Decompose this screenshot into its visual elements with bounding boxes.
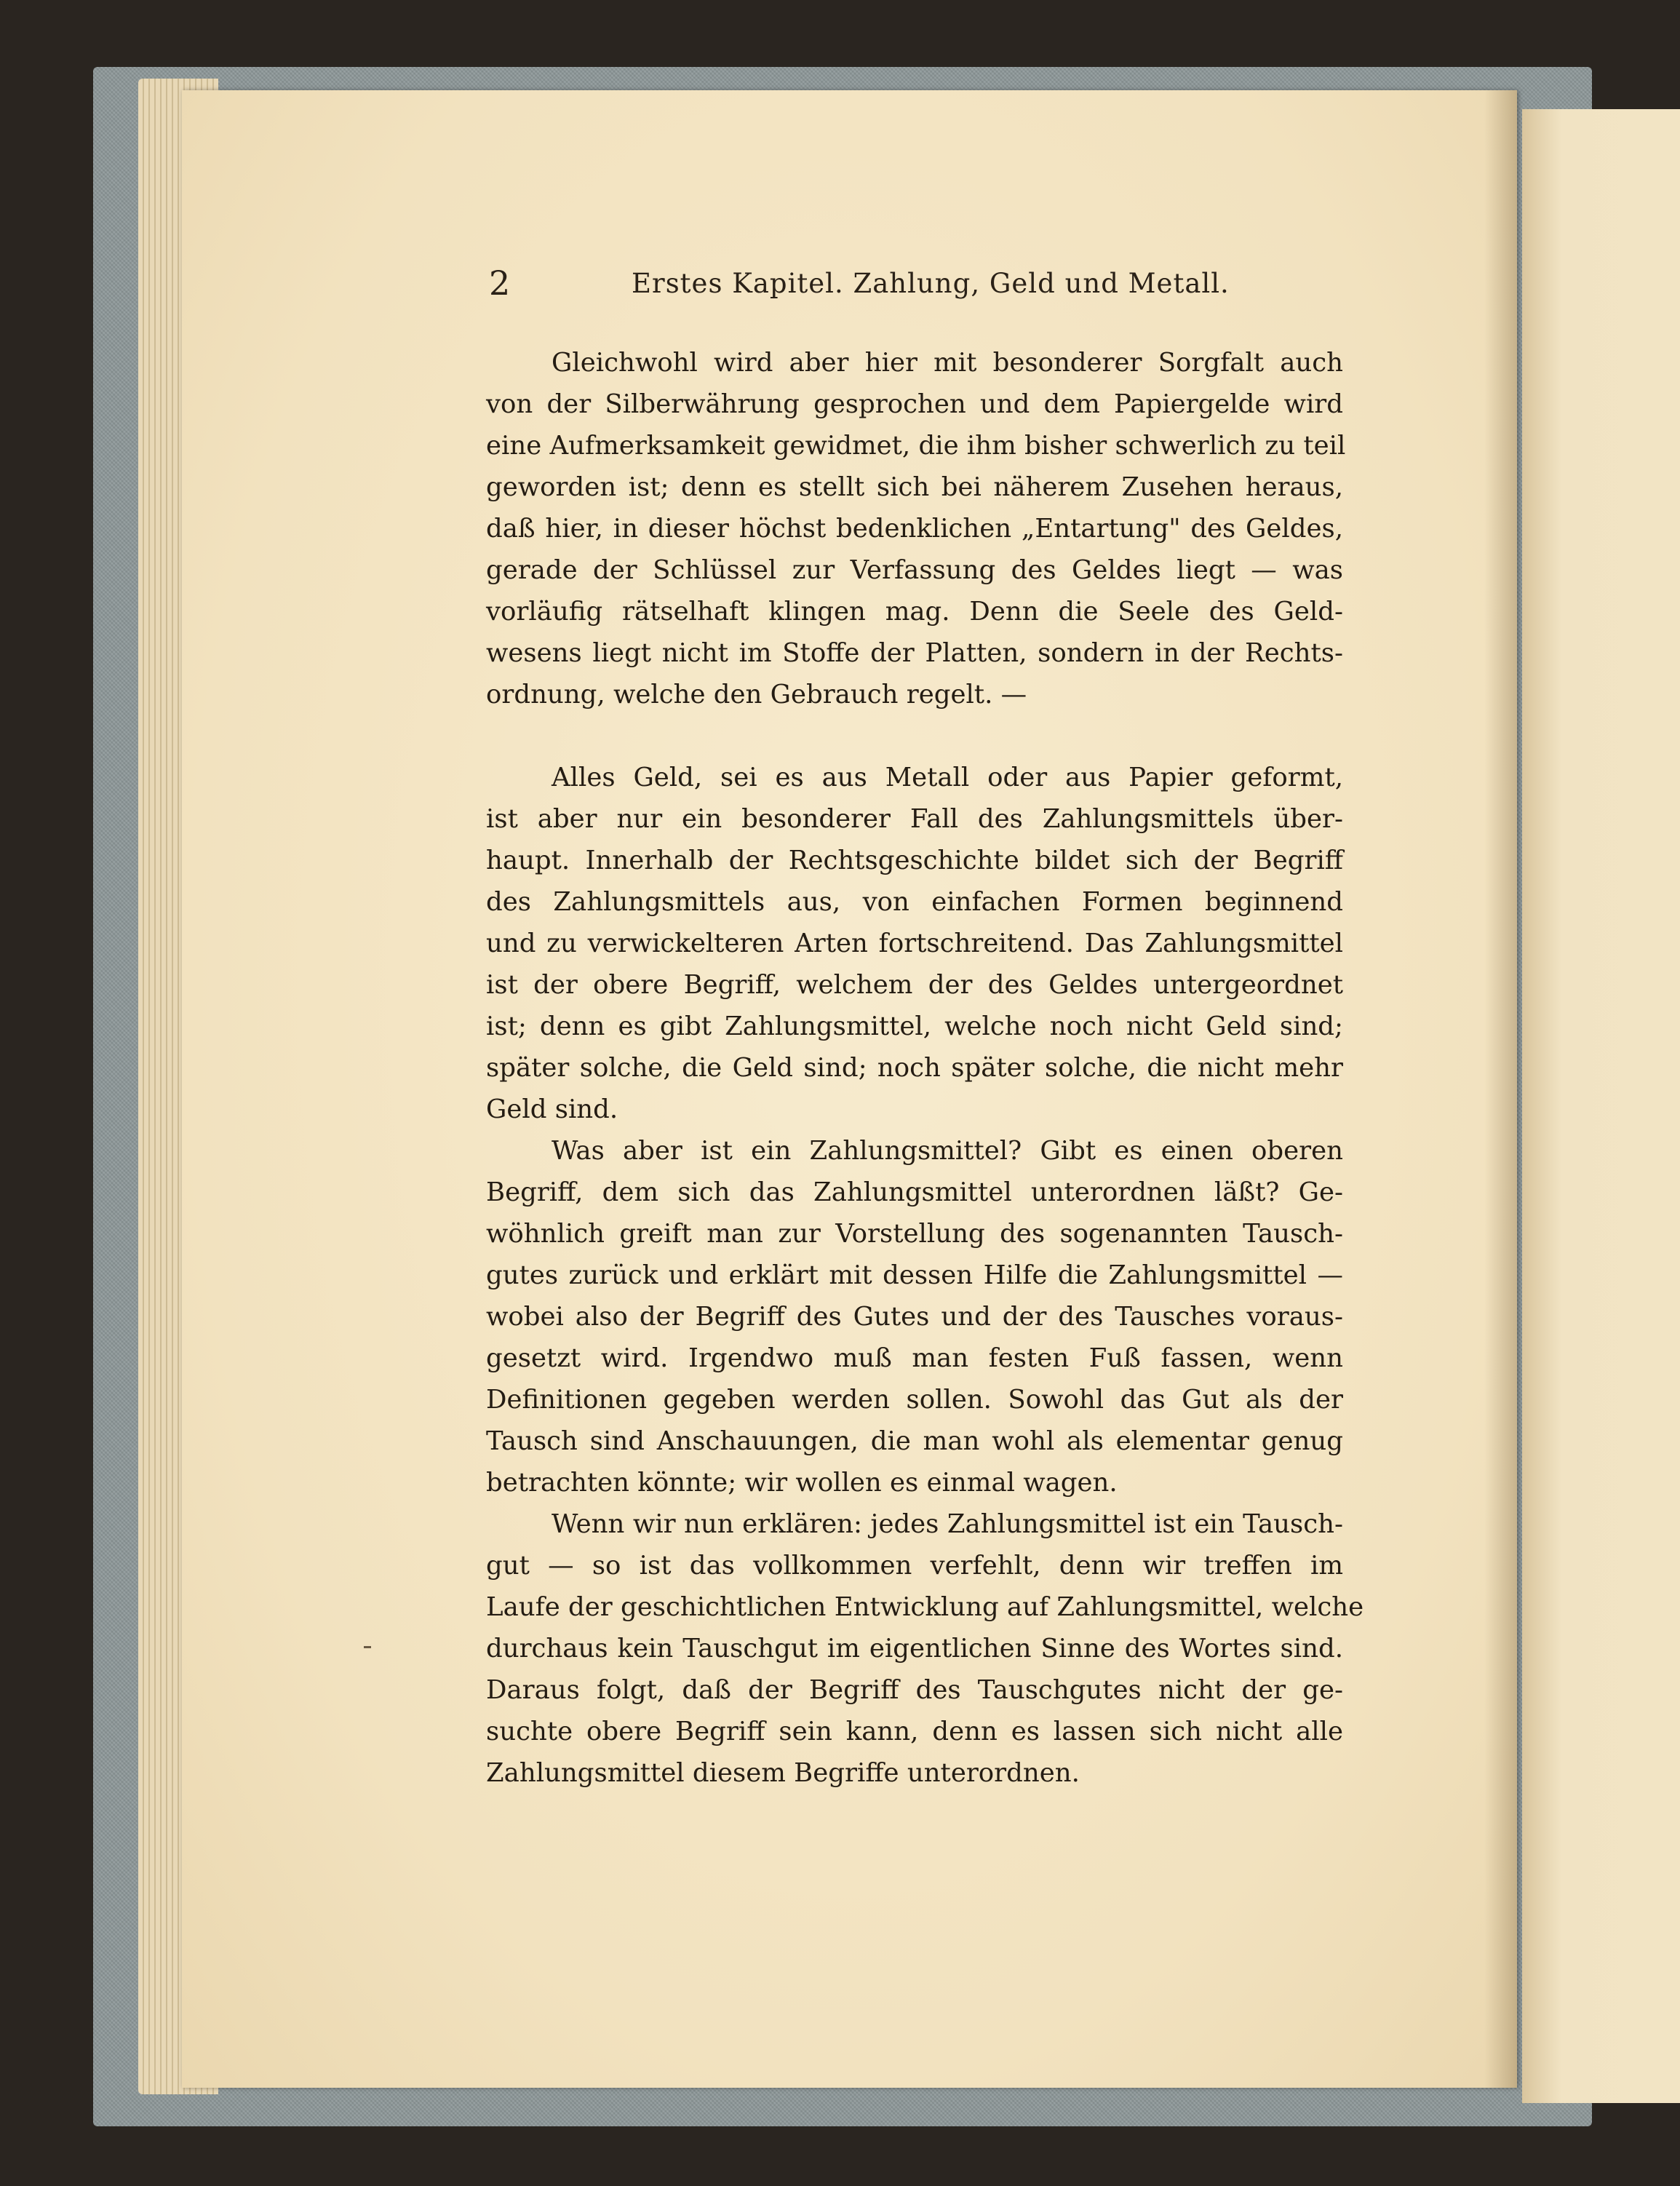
text-line: Alles Geld, sei es aus Metall oder aus Papier geformt, xyxy=(552,763,1343,792)
text-line: ist der obere Begriff, welchem der des Geldes untergeordnet xyxy=(486,970,1343,1000)
text-line: geworden ist; denn es stellt sich bei näherem Zusehen heraus, xyxy=(486,472,1343,502)
text-line: Gleichwohl wird aber hier mit besonderer Sorgfalt auch xyxy=(552,348,1343,378)
text-line: vorläufig rätselhaft klingen mag. Denn die Seele des Geld- xyxy=(486,597,1343,627)
paragraph xyxy=(486,342,1346,715)
page-number: 2 xyxy=(489,263,511,303)
paragraph xyxy=(486,1130,1343,1503)
text-line: haupt. Innerhalb der Rechtsgeschichte bildet sich der Begriff xyxy=(486,846,1343,875)
text-line: suchte obere Begriff sein kann, denn es lassen sich nicht alle xyxy=(486,1717,1343,1746)
text-line: Laufe der geschichtlichen Entwicklung auf Zahlungsmittel, welche xyxy=(486,1592,1364,1622)
text-line: daß hier, in dieser höchst bedenklichen „Entartung" des Geldes, xyxy=(486,514,1343,544)
paragraph xyxy=(486,757,1343,1130)
text-line: gerade der Schlüssel zur Verfassung des Geldes liegt — was xyxy=(486,555,1343,585)
text-line: Tausch sind Anschauungen, die man wohl als elementar genug xyxy=(486,1426,1343,1456)
text-line: Was aber ist ein Zahlungsmittel? Gibt es einen oberen xyxy=(552,1136,1343,1166)
body-text xyxy=(486,342,1364,1794)
page-gutter-shadow xyxy=(1484,90,1517,2088)
text-line: ist; denn es gibt Zahlungsmittel, welche noch nicht Geld sind; xyxy=(486,1011,1343,1041)
text-line: und zu verwickelteren Arten fortschreitend. Das Zahlungsmittel xyxy=(486,929,1343,958)
text-line: ordnung, welche den Gebrauch regelt. — xyxy=(486,680,1027,710)
text-line: Begriff, dem sich das Zahlungsmittel unterordnen läßt? Ge- xyxy=(486,1177,1343,1207)
text-line: Definitionen gegeben werden sollen. Sowohl das Gut als der xyxy=(486,1385,1343,1415)
text-line: des Zahlungsmittels aus, von einfachen Formen beginnend xyxy=(486,887,1343,917)
text-line: Daraus folgt, daß der Begriff des Tauschgutes nicht der ge- xyxy=(486,1675,1343,1705)
paragraph xyxy=(486,1503,1364,1794)
text-line: betrachten könnte; wir wollen es einmal wagen. xyxy=(486,1468,1118,1498)
running-head: Erstes Kapitel. Zahlung, Geld und Metall. xyxy=(632,268,1230,299)
text-line: ist aber nur ein besonderer Fall des Zahlungsmittels über- xyxy=(486,804,1343,834)
text-line: von der Silberwährung gesprochen und dem Papiergelde wird xyxy=(486,389,1343,419)
text-line: wobei also der Begriff des Gutes und der des Tausches voraus- xyxy=(486,1302,1343,1332)
margin-mark xyxy=(364,1646,371,1648)
text-line: wöhnlich greift man zur Vorstellung des sogenannten Tausch- xyxy=(486,1219,1343,1249)
text-line: Zahlungsmittel diesem Begriffe unterordnen. xyxy=(486,1758,1080,1788)
text-line: später solche, die Geld sind; noch später solche, die nicht mehr xyxy=(486,1053,1343,1083)
facing-page xyxy=(1522,109,1680,2103)
text-line: gut — so ist das vollkommen verfehlt, denn wir treffen im xyxy=(486,1551,1343,1581)
text-line: gutes zurück und erklärt mit dessen Hilfe die Zahlungsmittel — xyxy=(486,1260,1343,1290)
section-gap xyxy=(486,715,1343,757)
text-line: Wenn wir nun erklären: jedes Zahlungsmittel ist ein Tausch- xyxy=(552,1509,1343,1539)
text-line: Geld sind. xyxy=(486,1094,618,1124)
text-line: wesens liegt nicht im Stoffe der Platten, sondern in der Rechts- xyxy=(486,638,1343,668)
text-line: durchaus kein Tauschgut im eigentlichen Sinne des Wortes sind. xyxy=(486,1634,1343,1664)
text-line: gesetzt wird. Irgendwo muß man festen Fuß fassen, wenn xyxy=(486,1343,1343,1373)
text-line: eine Aufmerksamkeit gewidmet, die ihm bisher schwerlich zu teil xyxy=(486,431,1346,461)
